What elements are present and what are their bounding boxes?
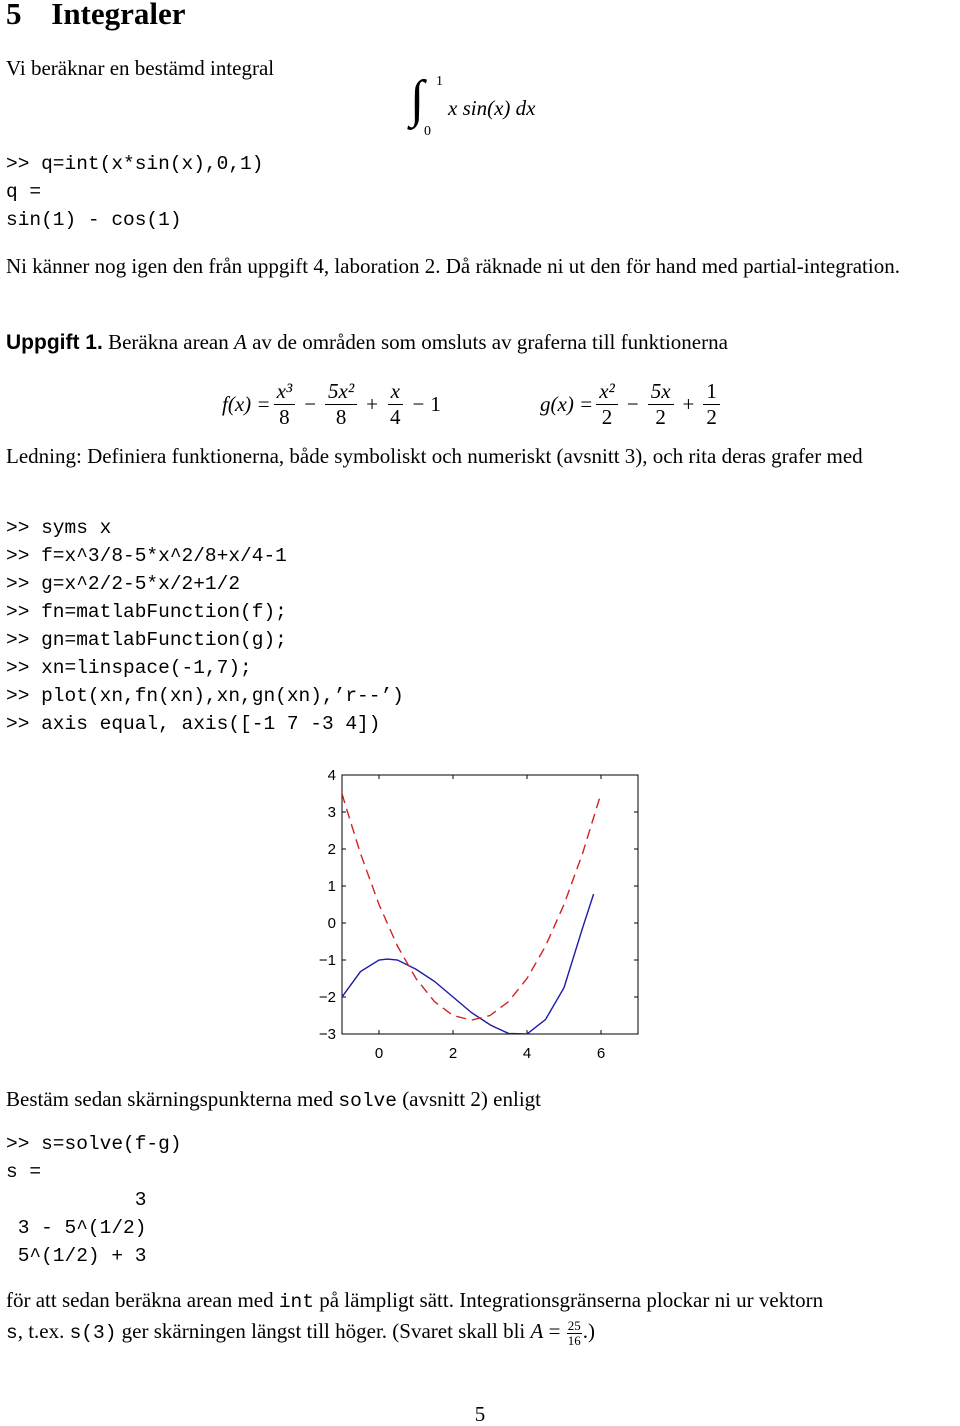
solve-code: solve [338, 1090, 397, 1112]
paragraph-solve [6, 1085, 956, 1116]
task-text-after: av de områden som omsluts av graferna till funktionerna [252, 330, 728, 354]
paragraph-partial-integration: Ni känner nog igen den från uppgift 4, laboration 2. Då räknade ni ut den för hand med partial-integration. [6, 254, 900, 278]
code-int: int [278, 1291, 314, 1313]
code-block-plot: >> syms x >> f=x^3/8-5*x^2/8+x/4-1 >> g=x^2/2-5*x/2+1/2 >> fn=matlabFunction(f); >> gn=matlabFunction(g); >> xn=linspace(-1,7); >> plot(xn,fn(xn),xn,gn(xn),’r--’) >> axis equal, axis([-1 7 -3 4]) [6, 517, 404, 735]
formula-g [540, 374, 723, 434]
y-tick-label: −1 [318, 952, 336, 969]
formula-f [222, 374, 441, 434]
task-paragraph [6, 328, 956, 357]
y-tick-label: −3 [318, 1026, 336, 1043]
code-block-solve: >> s=solve(f-g) s = 3 3 - 5^(1/2) 5^(1/2) + 3 [6, 1133, 182, 1267]
g-op-2: + [682, 391, 695, 416]
f-term-3: $\frac{x}{4}$ [387, 379, 404, 428]
plot-frame [342, 775, 638, 1034]
x-tick-label: 2 [448, 1045, 458, 1062]
f-op-2: + [366, 391, 378, 416]
y-tick-label: 3 [327, 804, 336, 821]
integral-lower: 0 [424, 124, 431, 139]
f-op-3: − [412, 391, 425, 416]
paragraph-hint: Ledning: Definiera funktionerna, både symboliskt och numeriskt (avsnitt 3), och rita deras grafer med [6, 444, 863, 468]
f-op-1: − [304, 391, 317, 416]
g-lhs: g(x) = [540, 391, 594, 416]
page-number: 5 [474, 1402, 486, 1426]
x-tick-label: 0 [374, 1045, 384, 1062]
task-label: Uppgift 1. [6, 331, 103, 354]
g-term-2: $\frac{5x}{2}$ [648, 379, 674, 428]
task-var: A [234, 330, 247, 354]
section-title: Integraler [51, 0, 186, 31]
y-tick-label: 4 [327, 767, 336, 784]
integrand: x sin(x) dx [448, 96, 536, 120]
code-s3: s(3) [69, 1322, 117, 1344]
function-plot [300, 760, 660, 1070]
section-heading [6, 0, 186, 32]
f-lhs: f(x) = [222, 391, 271, 416]
f-term-1: $\frac{\text{x³}}{8}$ [274, 379, 296, 428]
code-s: s [6, 1322, 18, 1344]
y-tick-label: 1 [327, 878, 336, 895]
integral-display [410, 71, 610, 142]
answer-var: A [530, 1319, 544, 1343]
section-number: 5 [6, 0, 22, 31]
y-tick-label: −2 [318, 989, 336, 1006]
task-text-before: Beräkna arean [108, 330, 229, 354]
y-tick-label: 2 [327, 841, 336, 858]
code-block-int: >> q=int(x*sin(x),0,1) q = sin(1) - cos(1) [6, 153, 264, 231]
g-term-3: $\frac{1}{2}$ [703, 379, 720, 428]
solve-text-before: Bestäm sedan skärningspunkterna med [6, 1087, 334, 1111]
g-term-1: $\frac{\text{x²}}{2}$ [596, 379, 618, 428]
paragraph-answer: för att sedan beräkna arean med int på lämpligt sätt. Integrationsgränserna plockar ni ur vektorn s, t.ex. s(3) ger skärningen längst till höger. (Svaret skall bli A = $\frac{25}{16}$ .) [6, 1288, 824, 1348]
x-tick-label: 4 [522, 1045, 532, 1062]
integral-sign: ∫ [410, 71, 425, 128]
g-op-1: − [626, 391, 639, 416]
solve-text-after: (avsnitt 2) enligt [402, 1087, 541, 1111]
series-line-g [342, 794, 601, 1021]
answer-fraction: $\frac{25}{16}$ [567, 1318, 581, 1348]
intro-text: Vi beräknar en bestämd integral [6, 56, 275, 80]
x-tick-label: 6 [596, 1045, 606, 1062]
integral-upper: 1 [436, 74, 443, 89]
series-line-f [342, 894, 594, 1034]
f-term-4: 1 [430, 391, 441, 416]
f-term-2: $\frac{\text{5x²}}{8}$ [325, 379, 357, 428]
y-tick-label: 0 [327, 915, 336, 932]
